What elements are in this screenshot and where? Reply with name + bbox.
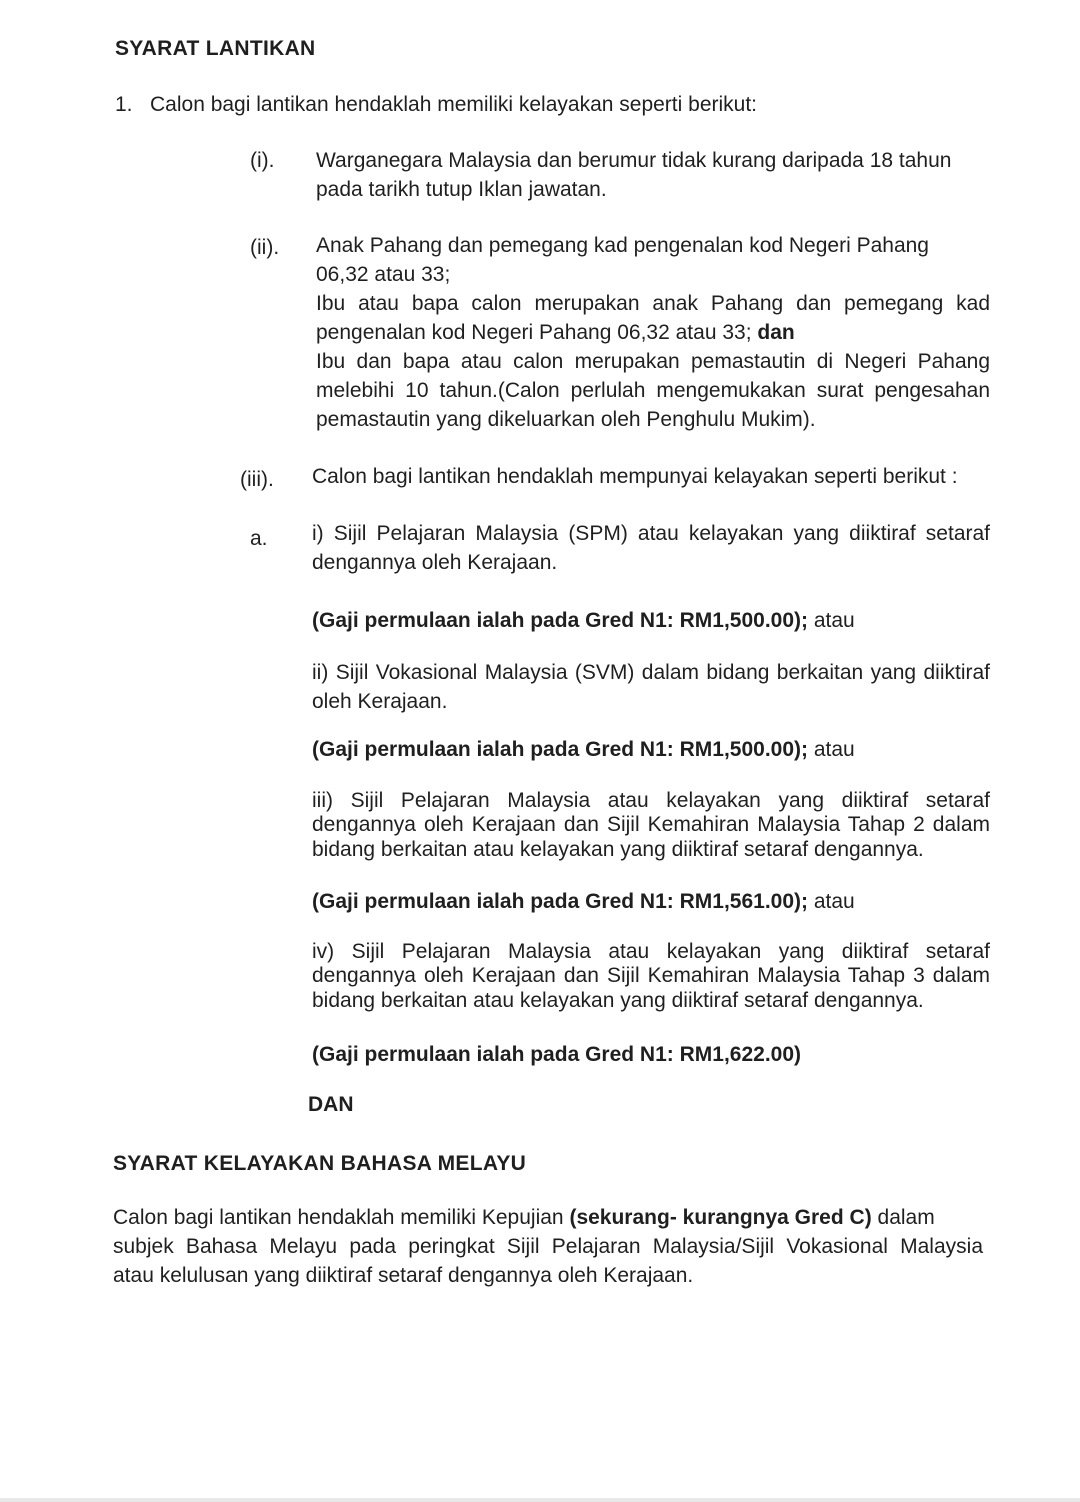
qualification-1-line-2: dengannya oleh Kerajaan. <box>312 551 558 574</box>
section-heading-syarat-lantikan: SYARAT LANTIKAN <box>115 37 316 60</box>
sub-ii-line-2: 06,32 atau 33; <box>316 263 451 286</box>
qualification-3-line-3: bidang berkaitan atau kelayakan yang diiktiraf setaraf dengannya. <box>312 838 924 861</box>
scan-bottom-edge <box>0 1498 1080 1502</box>
sub-a-label: a. <box>250 527 268 550</box>
item-1-text: Calon bagi lantikan hendaklah memiliki kelayakan seperti berikut: <box>150 93 758 116</box>
sub-iii-label: (iii). <box>240 468 274 491</box>
sub-ii-line-7: pemastautin yang dikeluarkan oleh Penghulu Mukim). <box>316 408 816 431</box>
salary-3: (Gaji permulaan ialah pada Gred N1: RM1,561.00); atau <box>312 890 855 913</box>
bm-paragraph-line-1: Calon bagi lantikan hendaklah memiliki Kepujian (sekurang- kurangnya Gred C) dalam <box>113 1206 935 1229</box>
qualification-2-line-1: ii) Sijil Vokasional Malaysia (SVM) dalam bidang berkaitan yang diiktiraf <box>312 661 990 684</box>
qualification-3-line-2: dengannya oleh Kerajaan dan Sijil Kemahiran Malaysia Tahap 2 dalam <box>312 813 990 836</box>
sub-ii-dan: dan <box>757 321 795 344</box>
bm-paragraph-line-2: subjek Bahasa Melayu pada peringkat Sijil Pelajaran Malaysia/Sijil Vokasional Malaysia <box>113 1235 983 1258</box>
qualification-3-line-1: iii) Sijil Pelajaran Malaysia atau kelayakan yang diiktiraf setaraf <box>312 789 990 812</box>
sub-i-line-1: Warganegara Malaysia dan berumur tidak kurang daripada 18 tahun <box>316 149 952 172</box>
qualification-4-line-1: iv) Sijil Pelajaran Malaysia atau kelayakan yang diiktiraf setaraf <box>312 940 990 963</box>
sub-i-label: (i). <box>250 149 275 172</box>
salary-2: (Gaji permulaan ialah pada Gred N1: RM1,500.00); atau <box>312 738 855 761</box>
sub-ii-line-5: Ibu dan bapa atau calon merupakan pemastautin di Negeri Pahang <box>316 350 990 373</box>
qualification-2-line-2: oleh Kerajaan. <box>312 690 448 713</box>
salary-4: (Gaji permulaan ialah pada Gred N1: RM1,622.00) <box>312 1043 801 1066</box>
sub-ii-line-3: Ibu atau bapa calon merupakan anak Pahang dan pemegang kad <box>316 292 990 315</box>
qualification-1-line-1: i) Sijil Pelajaran Malaysia (SPM) atau kelayakan yang diiktiraf setaraf <box>312 522 990 545</box>
salary-1: (Gaji permulaan ialah pada Gred N1: RM1,500.00); atau <box>312 609 855 632</box>
sub-ii-line-6: melebihi 10 tahun.(Calon perlulah mengemukakan surat pengesahan <box>316 379 990 402</box>
sub-ii-line-1: Anak Pahang dan pemegang kad pengenalan kod Negeri Pahang <box>316 234 929 257</box>
dan-connector: DAN <box>308 1093 354 1116</box>
qualification-4-line-3: bidang berkaitan atau kelayakan yang diiktiraf setaraf dengannya. <box>312 989 924 1012</box>
sub-iii-text: Calon bagi lantikan hendaklah mempunyai kelayakan seperti berikut : <box>312 465 958 488</box>
qualification-4-line-2: dengannya oleh Kerajaan dan Sijil Kemahiran Malaysia Tahap 3 dalam <box>312 964 990 987</box>
sub-i-line-2: pada tarikh tutup Iklan jawatan. <box>316 178 607 201</box>
section-heading-syarat-kelayakan-bahasa-melayu: SYARAT KELAYAKAN BAHASA MELAYU <box>113 1152 527 1175</box>
sub-ii-line-4: pengenalan kod Negeri Pahang 06,32 atau 33; dan <box>316 321 795 344</box>
bm-paragraph-grade-requirement: (sekurang- kurangnya Gred C) <box>569 1206 872 1229</box>
item-1-number: 1. <box>115 93 133 116</box>
bm-paragraph-line-3: atau kelulusan yang diiktiraf setaraf dengannya oleh Kerajaan. <box>113 1264 694 1287</box>
sub-ii-label: (ii). <box>250 236 280 259</box>
